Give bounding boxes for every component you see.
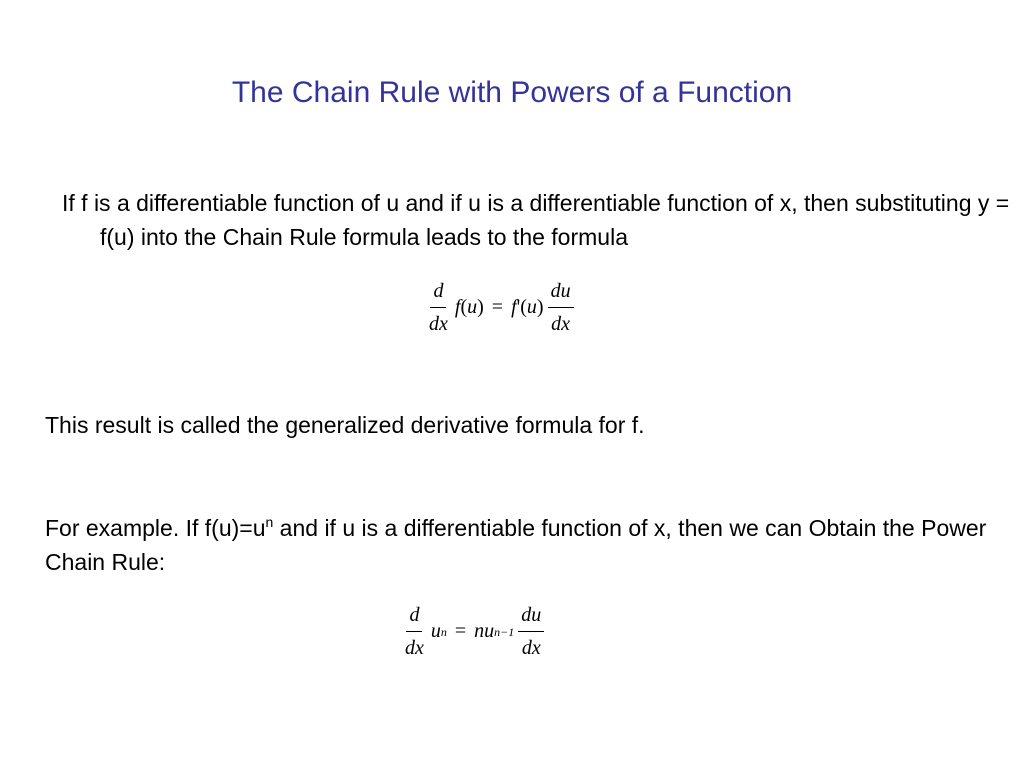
- equals-sign: =: [491, 296, 504, 318]
- du-dx-fraction: [518, 602, 544, 661]
- equals-sign: =: [454, 620, 467, 642]
- derivative-function-symbol: f: [511, 296, 517, 318]
- paragraph-example: [45, 511, 1005, 579]
- power-chain-rule-equation: $\frac{d}{dx}$ u n = nu n−1 $\frac{du}{dx}$: [398, 602, 548, 661]
- fraction-denominator: dx: [429, 313, 448, 335]
- right-paren-2: ): [536, 296, 544, 318]
- example-text-part2: and if u is a differentiable function of x, then we can Obtain the Power Chain Rule:: [45, 515, 987, 575]
- variable-u: u: [467, 296, 478, 318]
- fraction-denominator: dx: [551, 313, 571, 335]
- fraction-numerator: du: [548, 278, 574, 308]
- d-dx-fraction: [426, 278, 451, 337]
- rhs-base-nu: nu: [474, 620, 495, 642]
- base-u: u: [430, 620, 441, 642]
- example-superscript: n: [265, 514, 274, 530]
- d-dx-fraction: [402, 602, 427, 661]
- example-text-part1: For example. If f(u)=u: [45, 515, 266, 541]
- variable-u-2: u: [526, 296, 537, 318]
- fraction-denominator: dx: [405, 637, 424, 659]
- function-symbol: f: [454, 296, 461, 318]
- fraction-numerator: d: [430, 278, 446, 308]
- prime-paren: '(: [516, 296, 527, 318]
- paragraph-result: This result is called the generalized derivative formula for f.: [45, 412, 645, 438]
- right-paren: ): [477, 296, 484, 318]
- generalized-derivative-equation: [422, 278, 578, 337]
- slide-title: The Chain Rule with Powers of a Function: [231, 76, 793, 109]
- left-paren: (: [460, 296, 468, 318]
- fraction-numerator: du: [518, 602, 544, 632]
- du-dx-fraction: [548, 278, 574, 337]
- fraction-denominator: dx: [521, 637, 541, 659]
- fraction-numerator: d: [406, 602, 422, 632]
- paragraph-definition: If f is a differentiable function of u and if u is a differentiable function of x, then substituting y = f(u) into the Chain Rule formula leads to the formula: [62, 190, 1010, 250]
